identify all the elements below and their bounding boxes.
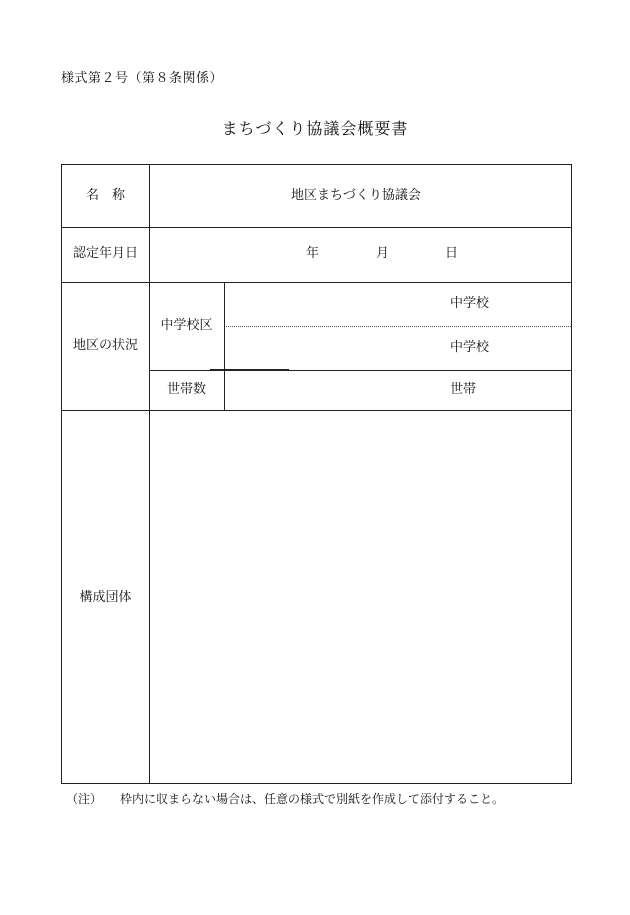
row-divider [149, 370, 571, 371]
middle-school-district-label: 中学校区 [160, 318, 213, 333]
footnote-text: 枠内に収まらない場合は、任意の様式で別紙を作成して添付すること。 [120, 792, 505, 806]
name-value-suffix: 地区まちづくり協議会 [291, 188, 421, 203]
name-label: 名 称 [85, 188, 125, 203]
row-divider [62, 227, 571, 228]
footnote [66, 790, 504, 807]
date-month: 月 [376, 246, 390, 261]
row-divider [62, 282, 571, 283]
households-label: 世帯数 [166, 382, 206, 397]
form-table [61, 164, 572, 784]
middle-school-1: 中学校 [450, 296, 490, 311]
certification-date-label: 認定年月日 [72, 246, 138, 261]
school-row-divider [224, 326, 571, 327]
date-year: 年 [306, 246, 320, 261]
member-groups-field[interactable] [150, 411, 571, 783]
households-unit: 世帯 [450, 382, 477, 397]
middle-school-2: 中学校 [450, 340, 490, 355]
district-name-blank[interactable] [210, 369, 289, 370]
district-status-label: 地区の状況 [72, 338, 138, 353]
footnote-marker: （注） [66, 792, 103, 806]
date-day: 日 [445, 246, 459, 261]
document-title: まちづくり協議会概要書 [221, 119, 409, 138]
sublabel-column-divider [224, 282, 225, 410]
form-number: 様式第２号（第８条関係） [61, 71, 224, 86]
member-groups-label: 構成団体 [79, 590, 132, 605]
